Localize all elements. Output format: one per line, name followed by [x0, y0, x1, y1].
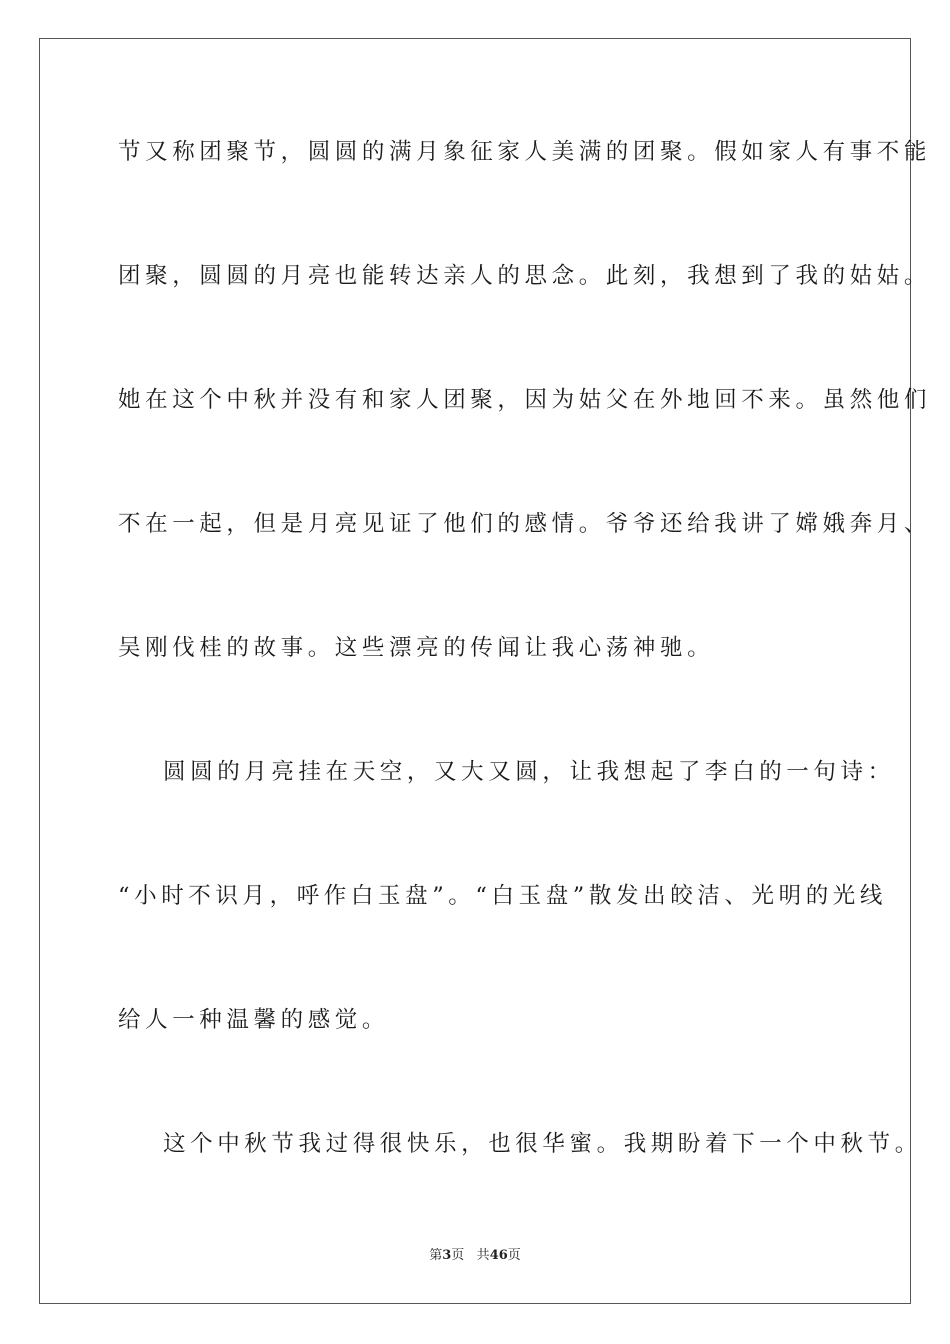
page-border	[39, 38, 932, 1304]
page-number: 3	[442, 1248, 452, 1263]
page-suffix: 页	[451, 1248, 465, 1263]
total-pages: 46	[489, 1248, 508, 1263]
paragraph-first-line: 这个中秋节我过得很快乐，也很华蜜。我期盼着下一个中秋节。	[163, 1131, 922, 1157]
paragraph-first-line: 圆圆的月亮挂在天空，又大又圆，让我想起了李白的一句诗：	[163, 759, 895, 785]
body-text-line: 她在这个中秋并没有和家人团聚，因为姑父在外地回不来。虽然他们	[118, 387, 932, 413]
total-suffix: 页	[507, 1248, 521, 1263]
body-text-line: “小时不识月，呼作白玉盘”。“白玉盘”散发出皎洁、光明的光线	[118, 883, 888, 909]
page-prefix: 第	[429, 1248, 443, 1263]
total-prefix: 共	[476, 1248, 490, 1263]
body-text-line: 不在一起，但是月亮见证了他们的感情。爷爷还给我讲了嫦娥奔月、	[118, 511, 932, 537]
body-text-line: 给人一种温馨的感觉。	[118, 1007, 390, 1033]
body-text-line: 团聚，圆圆的月亮也能转达亲人的思念。此刻，我想到了我的姑姑。	[118, 263, 932, 289]
page-footer	[0, 1247, 950, 1265]
body-text-line: 节又称团聚节，圆圆的满月象征家人美满的团聚。假如家人有事不能	[118, 139, 932, 165]
body-text-line: 吴刚伐桂的故事。这些漂亮的传闻让我心荡神驰。	[118, 635, 715, 661]
